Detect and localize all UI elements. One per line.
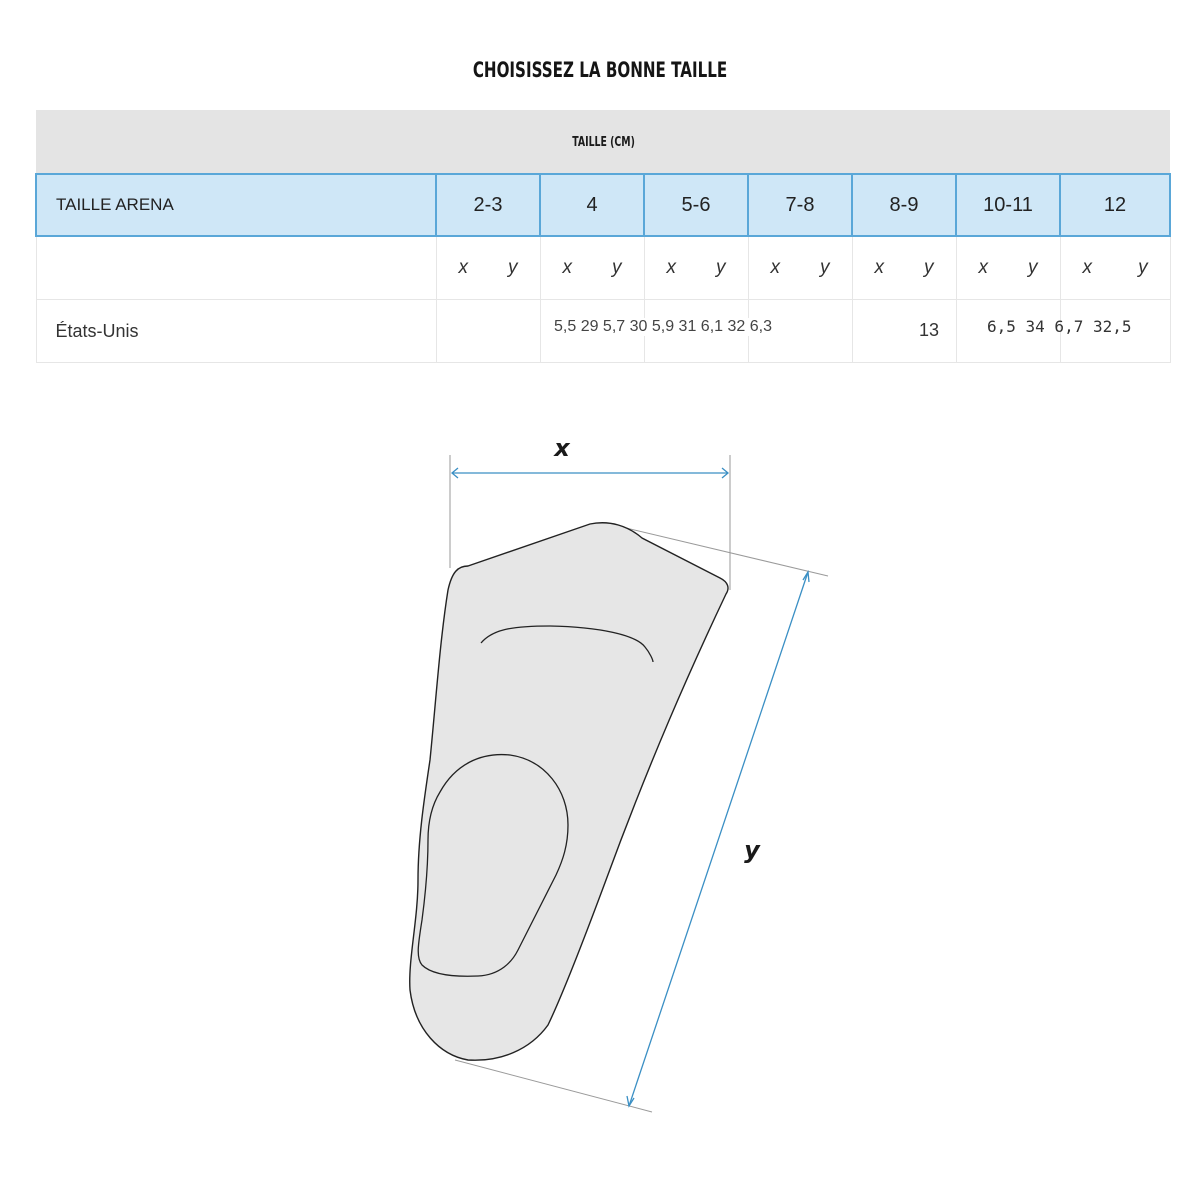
x-label: x [666, 257, 676, 278]
y-label: y [508, 257, 518, 278]
x-dimension-label: x [554, 434, 570, 462]
size-cell: 5-6 [644, 174, 748, 236]
y-label: y [716, 257, 726, 278]
size-cell: 12 [1060, 174, 1170, 236]
x-label: x [978, 257, 988, 278]
size-cell: 8-9 [852, 174, 956, 236]
y-label: y [924, 257, 934, 278]
x-label: x [770, 257, 780, 278]
x-label: x [1082, 257, 1092, 278]
size-cell: 7-8 [748, 174, 852, 236]
us-values-last: 6,5 34 6,7 32,5 [987, 317, 1132, 336]
size-cell: 10-11 [956, 174, 1060, 236]
us-value-13: 13 [919, 320, 940, 340]
us-row-label: États-Unis [36, 300, 436, 363]
x-label: x [458, 257, 468, 278]
size-cell: 2-3 [436, 174, 540, 236]
y-label: y [1138, 257, 1148, 278]
y-label: y [1028, 257, 1038, 278]
x-label: x [874, 257, 884, 278]
y-label: y [820, 257, 830, 278]
size-row-label: TAILLE ARENA [36, 174, 436, 236]
size-cell: 4 [540, 174, 644, 236]
table-header-label: TAILLE (CM) [571, 134, 635, 150]
x-label: x [562, 257, 572, 278]
us-values-main: 5,5 29 5,7 30 5,9 31 6,1 32 6,3 [554, 318, 834, 336]
y-dimension-label: y [744, 836, 760, 864]
y-label: y [612, 257, 622, 278]
y-extension-line-bottom [455, 1060, 652, 1112]
page-title: CHOISISSEZ LA BONNE TAILLE [472, 58, 728, 82]
